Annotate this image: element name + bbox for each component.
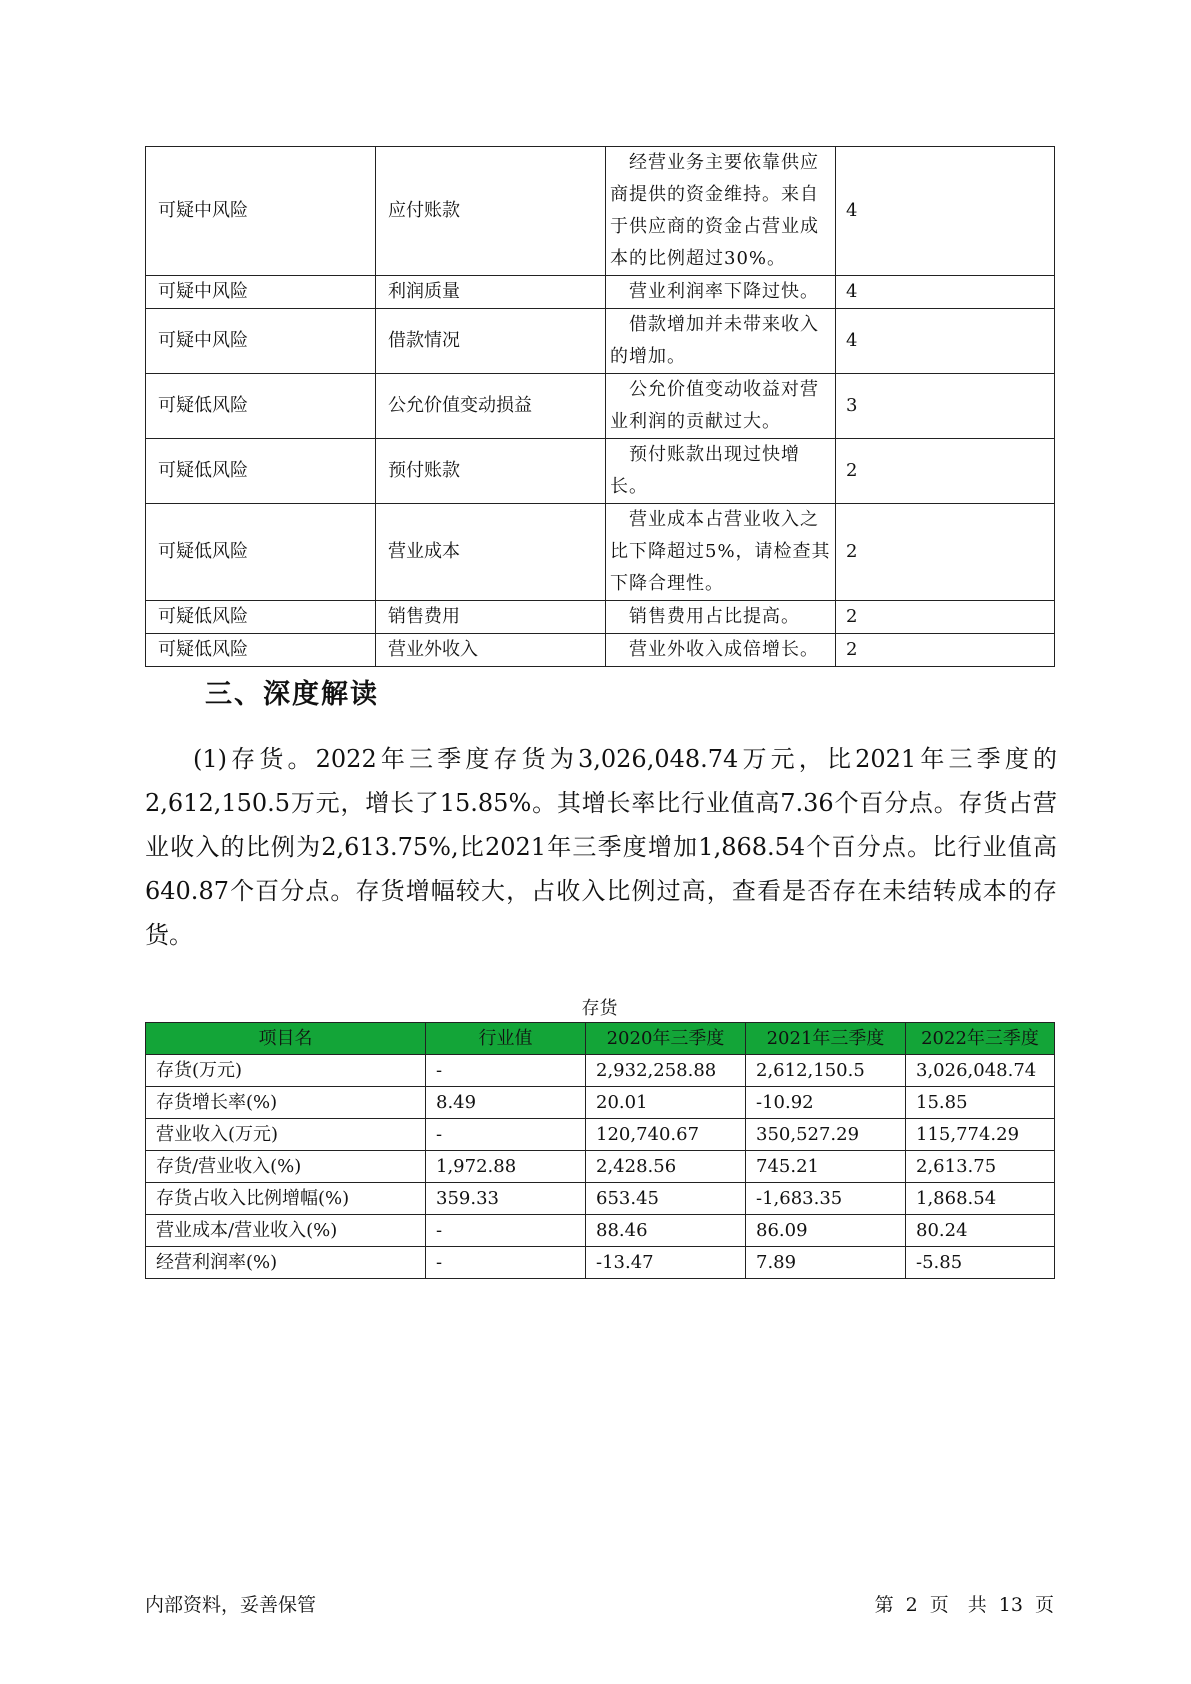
table-cell: - — [426, 1247, 586, 1279]
table-cell: 存货增长率(%) — [146, 1087, 426, 1119]
risk-score-cell: 2 — [836, 504, 1055, 601]
table-row — [146, 1087, 1055, 1119]
risk-score-cell: 4 — [836, 276, 1055, 309]
inventory-table-caption: 存货 — [581, 998, 618, 1019]
risk-item-cell: 预付账款 — [376, 439, 606, 504]
table-row — [146, 1119, 1055, 1151]
table-cell: 1,868.54 — [906, 1183, 1055, 1215]
risk-score-cell: 4 — [836, 147, 1055, 276]
inventory-table — [145, 1022, 1055, 1279]
risk-row — [146, 374, 1055, 439]
risk-description-cell: 经营业务主要依靠供应商提供的资金维持。来自于供应商的资金占营业成本的比例超过30%。 — [606, 147, 836, 276]
table-cell: 115,774.29 — [906, 1119, 1055, 1151]
column-header: 项目名 — [146, 1023, 426, 1055]
risk-description-cell: 借款增加并未带来收入的增加。 — [606, 309, 836, 374]
table-row — [146, 1247, 1055, 1279]
table-cell: 120,740.67 — [586, 1119, 746, 1151]
table-cell: 86.09 — [746, 1215, 906, 1247]
table-cell: 745.21 — [746, 1151, 906, 1183]
risk-description-cell: 营业外收入成倍增长。 — [606, 634, 836, 667]
footer-confidential-note: 内部资料，妥善保管 — [145, 1594, 317, 1616]
table-cell: 存货占收入比例增幅(%) — [146, 1183, 426, 1215]
table-cell: 20.01 — [586, 1087, 746, 1119]
table-cell: 8.49 — [426, 1087, 586, 1119]
risk-item-cell: 营业外收入 — [376, 634, 606, 667]
risk-level-cell: 可疑中风险 — [146, 276, 376, 309]
risk-description-cell: 营业成本占营业收入之比下降超过5%，请检查其下降合理性。 — [606, 504, 836, 601]
column-header: 2020年三季度 — [586, 1023, 746, 1055]
table-cell: 存货/营业收入(%) — [146, 1151, 426, 1183]
table-cell: -13.47 — [586, 1247, 746, 1279]
risk-score-cell: 2 — [836, 439, 1055, 504]
table-cell: 营业收入(万元) — [146, 1119, 426, 1151]
table-cell: 88.46 — [586, 1215, 746, 1247]
risk-description-cell: 预付账款出现过快增长。 — [606, 439, 836, 504]
risk-level-cell: 可疑低风险 — [146, 634, 376, 667]
table-cell: -5.85 — [906, 1247, 1055, 1279]
analysis-paragraph: (1)存货。2022年三季度存货为3,026,048.74万元，比2021年三季度的2,612,150.5万元，增长了15.85%。其增长率比行业值高7.36个百分点。存货占营业收入的比例为2,613.75%,比2021年三季度增加1,868.54个百分点。比行业值高640.87个百分点。存货增幅较大，占收入比例过高，查看是否存在未结转成本的存货。 — [145, 745, 1057, 949]
risk-row — [146, 439, 1055, 504]
table-cell: 2,932,258.88 — [586, 1055, 746, 1087]
risk-description-cell: 营业利润率下降过快。 — [606, 276, 836, 309]
table-row — [146, 1151, 1055, 1183]
risk-item-cell: 应付账款 — [376, 147, 606, 276]
table-cell: -1,683.35 — [746, 1183, 906, 1215]
risk-score-cell: 2 — [836, 601, 1055, 634]
risk-item-cell: 营业成本 — [376, 504, 606, 601]
table-row — [146, 1183, 1055, 1215]
table-cell: -10.92 — [746, 1087, 906, 1119]
risk-item-cell: 公允价值变动损益 — [376, 374, 606, 439]
table-cell: 1,972.88 — [426, 1151, 586, 1183]
column-header: 2021年三季度 — [746, 1023, 906, 1055]
risk-row — [146, 309, 1055, 374]
table-cell: 80.24 — [906, 1215, 1055, 1247]
table-cell: 2,613.75 — [906, 1151, 1055, 1183]
risk-level-cell: 可疑低风险 — [146, 374, 376, 439]
table-cell: 7.89 — [746, 1247, 906, 1279]
risk-level-cell: 可疑低风险 — [146, 504, 376, 601]
risk-table — [145, 146, 1055, 667]
table-cell: 营业成本/营业收入(%) — [146, 1215, 426, 1247]
risk-score-cell: 2 — [836, 634, 1055, 667]
risk-item-cell: 利润质量 — [376, 276, 606, 309]
risk-row — [146, 147, 1055, 276]
risk-level-cell: 可疑低风险 — [146, 601, 376, 634]
risk-row — [146, 601, 1055, 634]
table-row — [146, 1055, 1055, 1087]
table-cell: 359.33 — [426, 1183, 586, 1215]
risk-item-cell: 销售费用 — [376, 601, 606, 634]
inventory-table-header — [146, 1023, 1055, 1055]
table-cell: 2,428.56 — [586, 1151, 746, 1183]
inventory-table-body — [146, 1055, 1055, 1279]
table-cell: 2,612,150.5 — [746, 1055, 906, 1087]
risk-row — [146, 504, 1055, 601]
risk-description-cell: 销售费用占比提高。 — [606, 601, 836, 634]
section-heading: 三、深度解读 — [205, 679, 379, 710]
risk-score-cell: 4 — [836, 309, 1055, 374]
risk-table-body — [146, 147, 1055, 667]
table-cell: 350,527.29 — [746, 1119, 906, 1151]
column-header: 2022年三季度 — [906, 1023, 1055, 1055]
column-header: 行业值 — [426, 1023, 586, 1055]
table-cell: 经营利润率(%) — [146, 1247, 426, 1279]
table-cell: 存货(万元) — [146, 1055, 426, 1087]
table-cell: 653.45 — [586, 1183, 746, 1215]
risk-score-cell: 3 — [836, 374, 1055, 439]
table-cell: - — [426, 1215, 586, 1247]
table-cell: 3,026,048.74 — [906, 1055, 1055, 1087]
table-cell: - — [426, 1055, 586, 1087]
risk-level-cell: 可疑中风险 — [146, 309, 376, 374]
risk-level-cell: 可疑中风险 — [146, 147, 376, 276]
table-cell: - — [426, 1119, 586, 1151]
footer-page-number: 第 2 页 共 13 页 — [874, 1594, 1054, 1616]
risk-item-cell: 借款情况 — [376, 309, 606, 374]
risk-row — [146, 276, 1055, 309]
risk-row — [146, 634, 1055, 667]
risk-level-cell: 可疑低风险 — [146, 439, 376, 504]
risk-description-cell: 公允价值变动收益对营业利润的贡献过大。 — [606, 374, 836, 439]
table-cell: 15.85 — [906, 1087, 1055, 1119]
table-row — [146, 1215, 1055, 1247]
